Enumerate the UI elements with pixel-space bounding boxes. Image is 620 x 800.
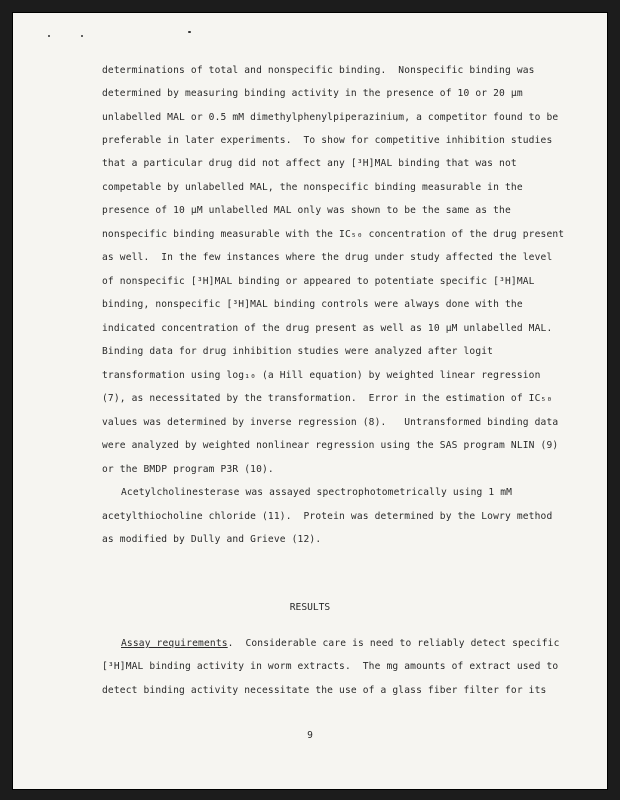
text-line: or the BMDP program P3R (10).	[102, 464, 274, 475]
text-line: indicated concentration of the drug present as well as 10 µM unlabelled MAL.	[102, 323, 553, 334]
text-line: determinations of total and nonspecific binding. Nonspecific binding was	[102, 65, 535, 76]
subheading: Assay requirements	[121, 638, 228, 649]
text-line: preferable in later experiments. To show for competitive inhibition studies	[102, 135, 553, 146]
text-line: nonspecific binding measurable with the IC₅₀ concentration of the drug present	[102, 229, 565, 240]
section-heading: RESULTS	[289, 602, 331, 613]
scan-mark	[81, 35, 83, 37]
text-line: transformation using log₁₀ (a Hill equation) by weighted linear regression	[102, 370, 541, 381]
text-line: binding, nonspecific [³H]MAL binding controls were always done with the	[102, 299, 523, 310]
text-line: presence of 10 µM unlabelled MAL only was shown to be the same as the	[102, 205, 511, 216]
text-line: that a particular drug did not affect any [³H]MAL binding that was not	[102, 158, 517, 169]
text-line: unlabelled MAL or 0.5 mM dimethylphenylpiperazinium, a competitor found to be	[102, 112, 559, 123]
page-number: 9	[307, 730, 313, 741]
text-line: as well. In the few instances where the drug under study affected the level	[102, 252, 553, 263]
text-line: competable by unlabelled MAL, the nonspecific binding measurable in the	[102, 182, 523, 193]
text-line: values was determined by inverse regression (8). Untransformed binding data	[102, 417, 559, 428]
text-line: Acetylcholinesterase was assayed spectrophotometrically using 1 mM	[121, 487, 513, 498]
text-line: as modified by Dully and Grieve (12).	[102, 534, 322, 545]
text-line: Binding data for drug inhibition studies were analyzed after logit	[102, 346, 494, 357]
scan-mark	[188, 31, 191, 33]
text-line: (7), as necessitated by the transformation. Error in the estimation of IC₅₀	[102, 393, 553, 404]
text-line: determined by measuring binding activity in the presence of 10 or 20 µm	[102, 88, 523, 99]
text-line: were analyzed by weighted nonlinear regression using the SAS program NLIN (9)	[102, 440, 559, 451]
text-line: detect binding activity necessitate the use of a glass fiber filter for its	[102, 685, 547, 696]
text-line	[121, 638, 560, 649]
scan-mark	[48, 35, 50, 37]
text-span: . Considerable care is need to reliably detect specific	[227, 638, 560, 649]
text-line: acetylthiocholine chloride (11). Protein was determined by the Lowry method	[102, 511, 553, 522]
document-page	[13, 13, 607, 789]
text-line: [³H]MAL binding activity in worm extracts. The mg amounts of extract used to	[102, 661, 559, 672]
text-line: of nonspecific [³H]MAL binding or appeared to potentiate specific [³H]MAL	[102, 276, 535, 287]
